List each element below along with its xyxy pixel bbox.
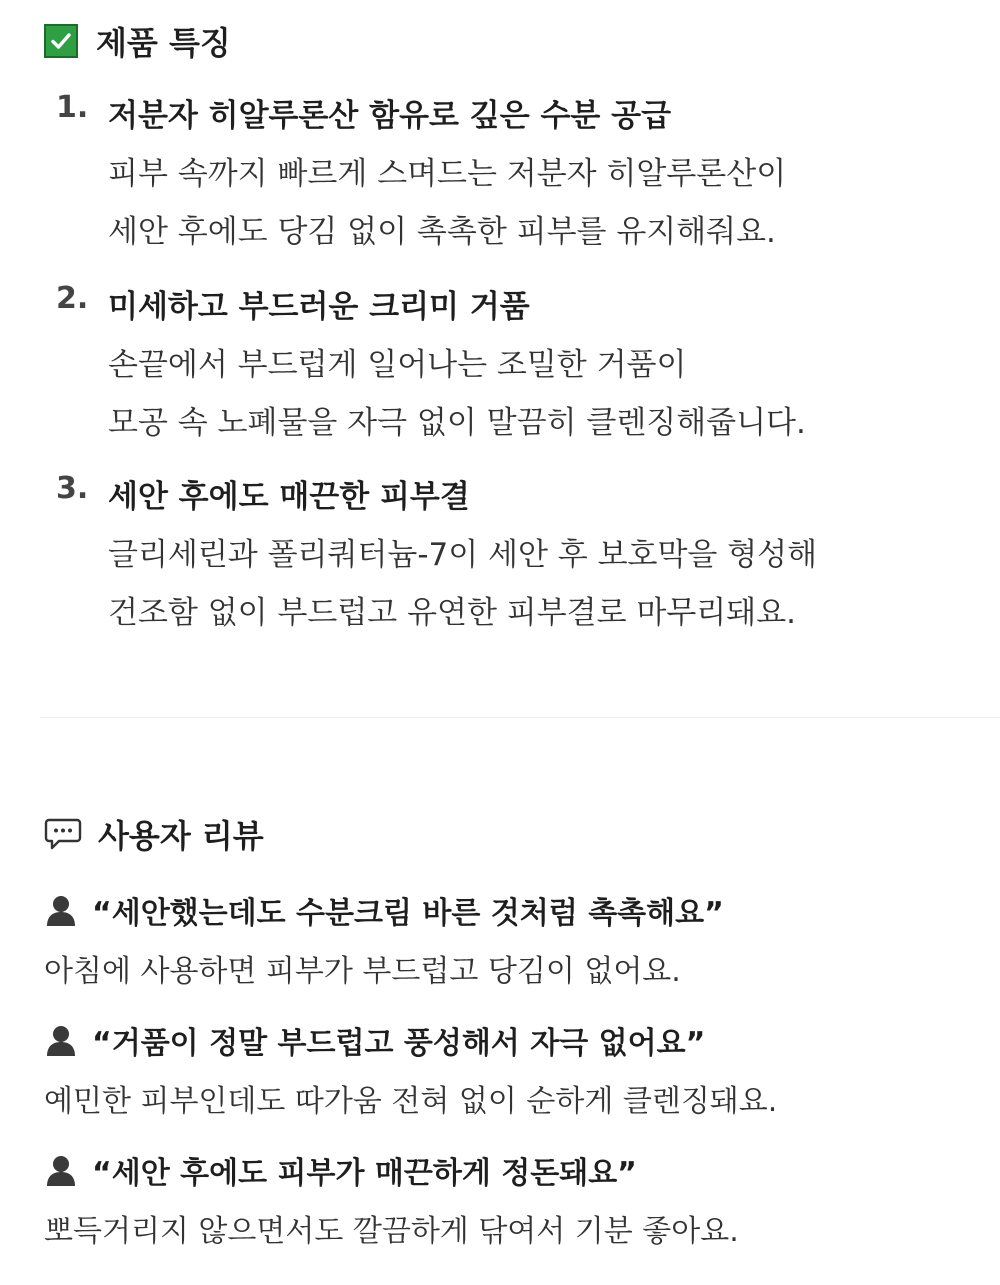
feature-title: 미세하고 부드러운 크리미 거품 [108,289,530,325]
feature-number: 3. [56,471,89,506]
review-body: 예민한 피부인데도 따가움 전혀 없이 순하게 클렌징돼요. [44,1084,778,1119]
review-body: 아침에 사용하면 피부가 부드럽고 당김이 없어요. [44,954,681,989]
feature-description-line: 손끝에서 부드럽게 일어나는 조밀한 거품이 [108,347,687,383]
feature-description-line: 세안 후에도 당김 없이 촉촉한 피부를 유지해줘요. [108,214,776,250]
feature-title: 저분자 히알루론산 함유로 깊은 수분 공급 [108,98,672,134]
review-header [44,1018,705,1062]
features-heading [44,18,231,64]
review-body: 뽀득거리지 않으면서도 깔끔하게 닦여서 기분 좋아요. [44,1214,739,1249]
review-header [44,1148,637,1192]
features-title: 제품 특징 [96,24,231,62]
review-quote: “거품이 정말 부드럽고 풍성해서 자극 없어요” [92,1026,706,1061]
person-icon [44,893,78,927]
feature-description-line: 건조함 없이 부드럽고 유연한 피부결로 마무리돼요. [108,595,796,631]
reviews-heading [44,811,264,857]
review-quote: “세안 후에도 피부가 매끈하게 정돈돼요” [92,1156,637,1191]
feature-description-line: 피부 속까지 빠르게 스며드는 저분자 히알루론산이 [108,156,787,192]
section-divider [40,717,1000,718]
reviews-title: 사용자 리뷰 [98,817,264,855]
feature-title: 세안 후에도 매끈한 피부결 [108,479,470,515]
review-quote: “세안했는데도 수분크림 바른 것처럼 촉촉해요” [92,896,724,931]
feature-number: 2. [56,281,89,316]
review-header [44,888,724,932]
feature-description-line: 글리세린과 폴리쿼터늄-7이 세안 후 보호막을 형성해 [108,537,818,573]
person-icon [44,1153,78,1187]
feature-description-line: 모공 속 노폐물을 자극 없이 말끔히 클렌징해줍니다. [108,405,806,441]
speech-bubble-icon [44,817,82,851]
feature-number: 1. [56,90,89,125]
person-icon [44,1023,78,1057]
check-box-icon [44,24,78,58]
